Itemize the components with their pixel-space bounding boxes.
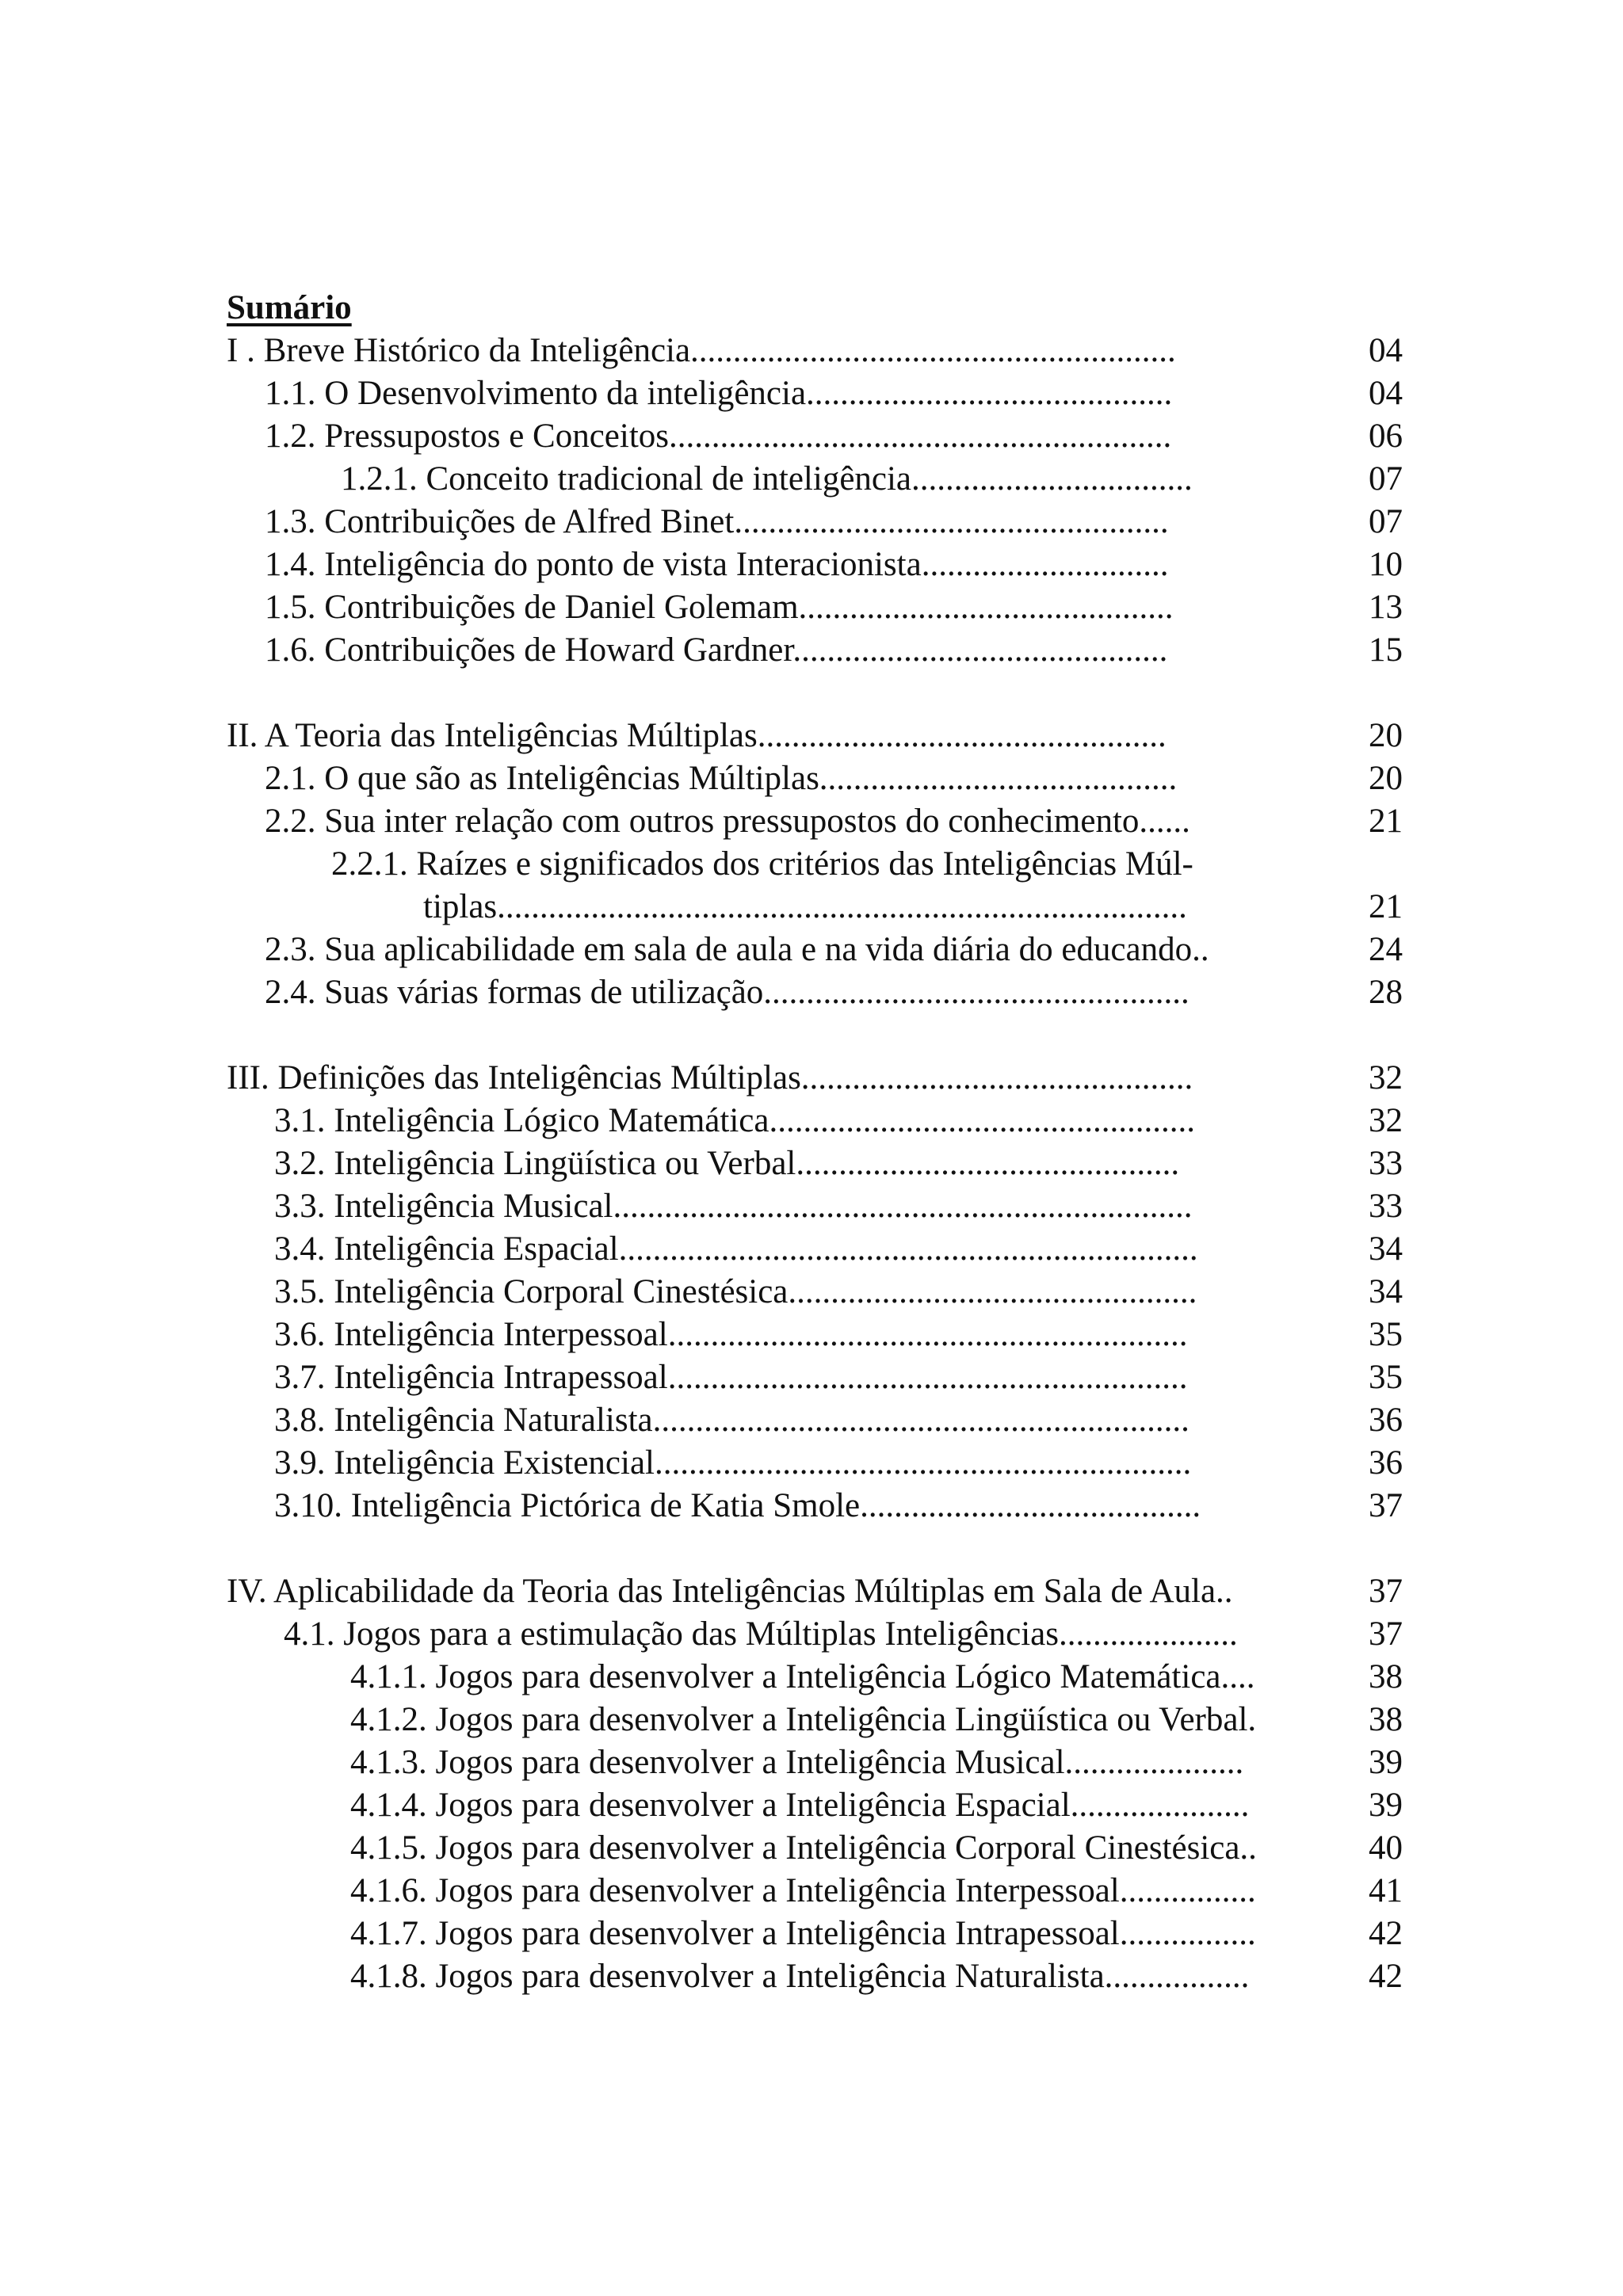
toc-page-number: 40 (1369, 1829, 1403, 1867)
toc-page-number: 04 (1369, 375, 1403, 412)
toc-entry: 1.5. Contribuições de Daniel Golemam............................................ (265, 589, 1174, 626)
toc-page-number: 06 (1369, 418, 1403, 455)
toc-entry: 1.4. Inteligência do ponto de vista Interacionista............................. (265, 546, 1169, 583)
toc-entry: 4.1.7. Jogos para desenvolver a Inteligência Intrapessoal................ (350, 1915, 1256, 1952)
toc-page-number: 34 (1369, 1273, 1403, 1310)
toc-entry: 3.7. Inteligência Intrapessoal............................................................. (274, 1359, 1188, 1396)
toc-page-number: 33 (1369, 1188, 1403, 1225)
toc-entry: 1.2.1. Conceito tradicional de inteligência................................. (341, 460, 1193, 498)
toc-entry: 3.3. Inteligência Musical.................................................................... (274, 1188, 1193, 1225)
toc-entry: 3.2. Inteligência Lingüística ou Verbal............................................. (274, 1145, 1180, 1182)
toc-page-number (1339, 843, 1403, 886)
toc-page-number: 37 (1369, 1615, 1403, 1653)
toc-entry: 3.4. Inteligência Espacial.................................................................... (274, 1230, 1198, 1268)
toc-page-number: 28 (1369, 974, 1403, 1011)
toc-page-number: 36 (1369, 1402, 1403, 1439)
toc-entry: 3.8. Inteligência Naturalista............................................................... (274, 1402, 1190, 1439)
toc-page-number: 38 (1369, 1658, 1403, 1695)
toc-page-number: 36 (1369, 1444, 1403, 1482)
toc-entry: 1.1. O Desenvolvimento da inteligência........................................... (265, 375, 1173, 412)
toc-entry: 1.3. Contribuições de Alfred Binet................................................... (265, 503, 1169, 540)
toc-entry: III. Definições das Inteligências Múltiplas.............................................. (227, 1059, 1193, 1097)
toc-page-number: 34 (1369, 1230, 1403, 1268)
toc-entry: 2.2. Sua inter relação com outros pressupostos do conhecimento...... (265, 803, 1190, 840)
toc-entry: 3.6. Inteligência Interpessoal............................................................. (274, 1316, 1188, 1353)
toc-entry: 1.6. Contribuições de Howard Gardner............................................ (265, 631, 1168, 669)
toc-page-number: 07 (1369, 503, 1403, 540)
toc-entry: 4.1.6. Jogos para desenvolver a Inteligência Interpessoal................ (350, 1872, 1256, 1909)
toc-entry: 2.4. Suas várias formas de utilização.................................................. (265, 974, 1190, 1011)
toc-page-number: 21 (1369, 888, 1403, 925)
toc-entry: I . Breve Histórico da Inteligência......................................................... (227, 332, 1176, 369)
toc-entry: 2.2.1. Raízes e significados dos critérios das Inteligências Múl- (331, 845, 1193, 883)
toc-entry: 4.1.4. Jogos para desenvolver a Inteligência Espacial..................... (350, 1787, 1250, 1824)
toc-entry: 2.3. Sua aplicabilidade em sala de aula e na vida diária do educando.. (265, 931, 1209, 968)
toc-page-number: 13 (1369, 589, 1403, 626)
toc-entry: 3.1. Inteligência Lógico Matemática.................................................. (274, 1102, 1195, 1139)
toc-entry: II. A Teoria das Inteligências Múltiplas................................................ (227, 717, 1167, 754)
toc-entry: IV. Aplicabilidade da Teoria das Inteligências Múltiplas em Sala de Aula.. (227, 1573, 1233, 1610)
toc-entry: 3.5. Inteligência Corporal Cinestésica................................................ (274, 1273, 1197, 1310)
toc-entry: 3.10. Inteligência Pictórica de Katia Smole........................................ (274, 1487, 1201, 1524)
toc-entry: 4.1.8. Jogos para desenvolver a Inteligência Naturalista................. (350, 1958, 1250, 1995)
toc-entry: 4.1.2. Jogos para desenvolver a Inteligência Lingüística ou Verbal. (350, 1701, 1257, 1738)
toc-page-number: 41 (1369, 1872, 1403, 1909)
toc-entry: 4.1. Jogos para a estimulação das Múltiplas Inteligências..................... (284, 1615, 1238, 1653)
toc-page-number: 07 (1369, 460, 1403, 498)
toc-entry: 4.1.5. Jogos para desenvolver a Inteligência Corporal Cinestésica.. (350, 1829, 1257, 1867)
toc-entry: 2.1. O que são as Inteligências Múltiplas.......................................... (265, 760, 1178, 797)
toc-entry: 4.1.3. Jogos para desenvolver a Inteligência Musical..................... (350, 1744, 1244, 1781)
toc-page-number: 10 (1369, 546, 1403, 583)
toc-entry: tiplas................................................................................. (423, 888, 1187, 925)
toc-page-number: 15 (1369, 631, 1403, 669)
toc-page-number: 37 (1369, 1487, 1403, 1524)
toc-page-number: 20 (1369, 760, 1403, 797)
toc-entry: 4.1.1. Jogos para desenvolver a Inteligência Lógico Matemática.... (350, 1658, 1255, 1695)
toc-page-number: 21 (1369, 803, 1403, 840)
toc-page-number: 04 (1369, 332, 1403, 369)
toc-entry: 3.9. Inteligência Existencial............................................................... (274, 1444, 1192, 1482)
toc-page-number: 42 (1369, 1958, 1403, 1995)
toc-page-number: 39 (1369, 1744, 1403, 1781)
toc-page-number: 35 (1369, 1359, 1403, 1396)
toc-page-number: 37 (1369, 1573, 1403, 1610)
toc-page-number: 42 (1369, 1915, 1403, 1952)
toc-page-number: 24 (1369, 931, 1403, 968)
toc-page-number: 20 (1369, 717, 1403, 754)
toc-page-number: 39 (1369, 1787, 1403, 1824)
toc-page-number: 33 (1369, 1145, 1403, 1182)
toc-page-number: 32 (1369, 1059, 1403, 1097)
toc-entry: 1.2. Pressupostos e Conceitos........................................................... (265, 418, 1172, 455)
toc-page-number: 32 (1369, 1102, 1403, 1139)
toc-page-number: 35 (1369, 1316, 1403, 1353)
toc-page-number: 38 (1369, 1701, 1403, 1738)
toc-title: Sumário (227, 289, 352, 326)
